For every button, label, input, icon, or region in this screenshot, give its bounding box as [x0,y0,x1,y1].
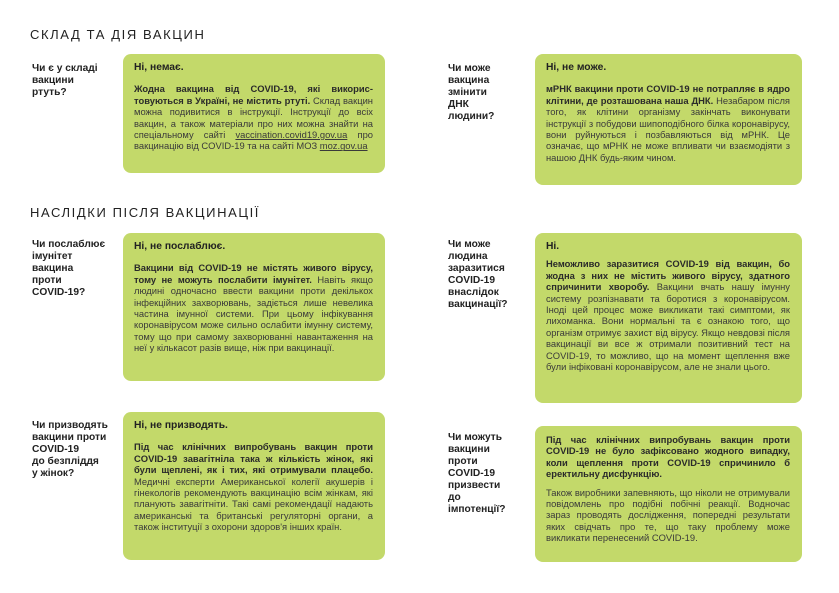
answer-dna-bold: мРНК вакцини проти COVID-19 не потрапляє в ядро клітини, де розташована наша ДНК. [546,83,790,106]
answer-box-infection [535,233,802,403]
question-infertility: Чи призводять вакцини проти COVID-19 до безпліддя у жінок? [32,420,108,479]
section-title-composition: СКЛАД ТА ДІЯ ВАКЦИН [30,27,206,42]
link-moz-site[interactable]: moz.gov.ua [319,140,368,152]
question-mercury: Чи є у складі вакцини ртуть? [32,63,98,98]
answer-box-dna [535,54,802,185]
answer-infection-short: Ні. [546,241,560,252]
answer-infertility-text: Медичні експерти Американської колегії акушерів і гінекологів рекомендують вакцинацію всім жінкам, які планують завагітніти. Такі самі рекомендації надають американські та британські регуляторні органи, а також інституції з охорони здоров'я інших країн. [134,475,373,533]
answer-mercury-bold: Жодна вакцина від COVID-19, які використовуються в Україні, не містить ртуті. [134,83,373,106]
answer-mercury-text2: про вакцинацію від COVID-19 та на сайті МОЗ [134,129,373,152]
answer-mercury-text: Склад вакцин можна подивитися в інструкції. Інструкції до всіх вакцин, а також матеріали про них можна знайти на спеціальному сайті [134,94,373,141]
answer-infection-text: Вакцини вчать нашу імунну систему розпізнавати та боротися з коронавірусом. Іноді цей процес може викликати такі симптоми, як лихоманка. Вони нормальні та є ознакою того, що організм отримує захист від вірусу. Якщо невдовзі після вакцинації ви все ж отримали позитивний тест на COVID-19, то можливо, що на момент щеплення вже були інфіковані коронавірусом, але не знали цього. [546,281,790,373]
question-immunity: Чи послаблює імунітет вакцина проти COVID-19? [32,239,106,298]
answer-immunity-text: Навіть якщо людині одночасно ввести вакцини проти декількох інфекційних захворювань, задіється лише невелика частина імунної системи. При цьому інфікування коронавірусом може сильно ослабити імунну систему, тому що при самому захворюванні навантаження на неї у кількасот разів вище, ніж при вакцинації. [134,273,373,354]
answer-box-impotence [535,426,802,562]
answer-dna-short: Ні, не може. [546,62,607,73]
answer-infertility-bold: Під час клінічних випробувань вакцин проти COVID-19 завагітніла така ж кількість жінок, які були щеплені, як і тих, які отримували плацебо. [134,441,373,476]
question-dna: Чи може вакцина змінити ДНК людини? [448,63,495,122]
answer-mercury-short: Ні, немає. [134,62,184,73]
answer-infertility-short: Ні, не призводять. [134,420,228,431]
answer-impotence-text: Також виробники запевняють, що ніколи не отримували повідомлень про подібні побічні реакції. Водночас зараз проводять дослідження, попередні результати яких свідчать про те, що таку проблему може викликати перенесений COVID-19. [546,486,790,544]
answer-immunity-bold: Вакцини від COVID-19 не містять живого вірусу, тому не можуть послабити імунітет. [134,262,373,285]
link-vaccination-site[interactable]: vaccination.covid19.gov.ua [235,129,348,141]
answer-box-infertility [123,412,385,560]
answer-impotence-bold: Під час клінічних випробувань вакцин проти COVID-19 не було зафіксовано жодного випадку, коли щеплення проти COVID-19 спричинило б еректильну дисфункцію. [546,434,790,480]
answer-box-immunity [123,233,385,381]
question-infection: Чи може людина заразитися COVID-19 внаслідок вакцинації? [448,239,508,310]
section-title-after-vaccination: НАСЛІДКИ ПІСЛЯ ВАКЦИНАЦІЇ [30,205,260,220]
answer-box-mercury [123,54,385,173]
answer-dna-text: Незабаром після того, як клітини організму закінчать виконувати інструкції з побудови шипоподібного білка коронавірусу, вони руйнуються і позбавляються від мРНК. Це означає, що мРНК не може впливати чи взаємодіяти з нашою ДНК будь-яким чином. [546,94,790,163]
question-impotence: Чи можуть вакцини проти COVID-19 призвести до імпотенції? [448,432,506,515]
answer-immunity-short: Ні, не послаблює. [134,241,226,252]
answer-infection-bold: Неможливо заразитися COVID-19 від вакцин, бо жодна з них не містить живого вірусу, здатного спричинити хворобу. [546,258,790,293]
